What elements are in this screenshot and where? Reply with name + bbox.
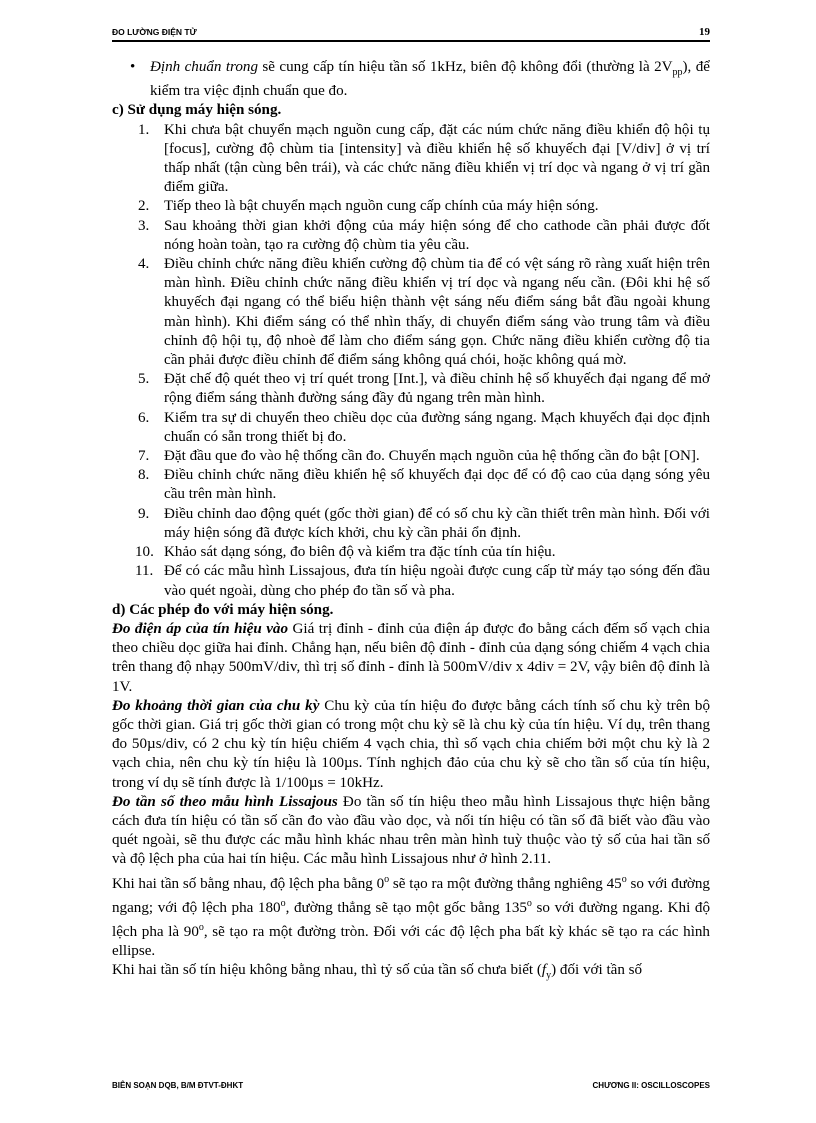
list-item-text: Điều chỉnh chức năng điều khiển cường độ chùm tia để có vệt sáng rõ ràng xuất hiện trên màn hình. Điều chỉnh chức năng điều khiển vị trí dọc và ngang nếu cần. (Đôi khi hệ số khuyếch đại ngang có thể biểu hiện thành vệt sáng nếu điểm sáng bắt đầu ngoài khung màn hình). Khi điểm sáng có thể nhìn thấy, di chuyển điểm sáng vào trung tâm và điều chỉnh độ hội tụ, độ nhoè để làm cho điểm sáng gọn. Chức năng điều khiển cường độ tia cần phải được điều chỉnh để điểm sáng không quá chói, hoặc không quá mờ. bbox=[164, 256, 710, 369]
bullet-sub: pp bbox=[672, 67, 683, 79]
list-item-text: Đặt đầu que đo vào hệ thống cần đo. Chuyển mạch nguồn của hệ thống cần đo bật [ON]. bbox=[164, 448, 700, 465]
degree-sup: o bbox=[384, 873, 390, 885]
page-header bbox=[112, 26, 710, 42]
lissajous-paragraph bbox=[112, 793, 710, 870]
degree-sup: o bbox=[526, 897, 532, 909]
section-d-heading: d) Các phép đo với máy hiện sóng. bbox=[112, 601, 334, 618]
period-paragraph bbox=[112, 697, 710, 793]
list-item-text: Để có các mẫu hình Lissajous, đưa tín hiệu ngoài được cung cấp từ máy tạo sóng đến đầu vào quét ngoài, dùng cho phép đo tần số và pha. bbox=[164, 563, 710, 599]
lissajous-text: Đo tần số tín hiệu theo mẫu hình Lissajous thực hiện bằng cách đưa tín hiệu có tần số cần đo vào đầu vào dọc, và nối tín hiệu có tần số đã biết vào đầu vào quét ngoài, sẽ thu được các mẫu hình khác nhau trên màn hình tuỳ thuộc vào tỷ số của hai tần số và độ lệch pha của hai tín hiệu. Các mẫu hình Lissajous như ở hình 2.11. bbox=[112, 793, 710, 868]
bullet-text-1: sẽ cung cấp tín hiệu tần số 1kHz, biên độ không đổi (thường là 2V bbox=[258, 59, 673, 75]
list-item-number: 2. bbox=[138, 198, 150, 215]
section-c-heading: c) Sử dụng máy hiện sóng. bbox=[112, 102, 282, 119]
unequal-frequency-paragraph bbox=[112, 961, 710, 985]
list-item bbox=[112, 121, 710, 198]
bullet-text-2: ), để kiểm tra việc định chuẩn que đo. bbox=[150, 59, 710, 100]
list-item-number: 7. bbox=[138, 448, 150, 465]
text-run: sẽ tạo ra một đường thẳng nghiêng 45 bbox=[389, 875, 622, 892]
list-item-text: Tiếp theo là bật chuyển mạch nguồn cung cấp chính của máy hiện sóng. bbox=[164, 198, 599, 215]
list-item bbox=[112, 505, 710, 543]
list-item bbox=[112, 562, 710, 600]
text-run: , đường thẳng sẽ tạo một gốc bằng 135 bbox=[285, 899, 527, 916]
page-footer bbox=[112, 1081, 710, 1095]
list-item bbox=[112, 466, 710, 504]
list-item-number: 8. bbox=[138, 467, 150, 484]
list-item-number: 5. bbox=[138, 371, 150, 388]
footer-chapter: CHƯƠNG II: OSCILLOSCOPES bbox=[592, 1081, 710, 1090]
degree-sup: o bbox=[280, 897, 286, 909]
list-item bbox=[112, 543, 710, 562]
list-item-number: 11. bbox=[135, 563, 154, 580]
degree-sup: o bbox=[621, 873, 627, 885]
period-text: Chu kỳ của tín hiệu đo được bằng cách tính số chu kỳ trên bộ gốc thời gian. Giá trị gốc thời gian có trong một chu kỳ sẽ là chu kỳ của tín hiệu. Ví dụ, trên thang đo 50µs/div, có 2 chu kỳ tín hiệu chiếm 4 vạch chia, thì số vạch chia chiếm bởi một chu kỳ là 2 vạch chia, nên chu kỳ tín hiệu là 100µs. Tính nghịch đảo của chu kỳ sẽ cho tần số của tín hiệu, trong ví dụ sẽ tính được là 1/100µs = 10kHz. bbox=[112, 697, 710, 791]
list-item-number: 4. bbox=[138, 256, 150, 273]
list-item-text: Điều chỉnh chức năng điều khiển hệ số khuyếch đại dọc để có độ cao của dạng sóng yêu cầu trên màn hình. bbox=[164, 467, 710, 503]
list-item bbox=[112, 409, 710, 447]
list-item-text: Kiểm tra sự di chuyển theo chiều dọc của đường sáng ngang. Mạch khuyếch đại dọc định chuẩn có sẵn trong thiết bị đo. bbox=[164, 409, 710, 445]
voltage-text: Giá trị đỉnh - đỉnh của điện áp được đo bằng cách đếm số vạch chia theo chiều dọc giữa hai đỉnh. Chẳng hạn, nếu biên độ đỉnh - đỉnh của dạng sóng chiếm 4 vạch chia trên thang độ nhạy 500mV/div, thì trị số đỉnh - đỉnh là 500mV/div x 4div = 2V, vậy biên độ đỉnh là 1V. bbox=[112, 620, 710, 695]
list-item-text: Đặt chế độ quét theo vị trí quét trong [Int.], và điều chỉnh hệ số khuyếch đại ngang để mở rộng điểm sáng thành đường sáng đầy đủ ngang trên màn hình. bbox=[164, 371, 710, 407]
period-lead: Đo khoảng thời gian của chu kỳ bbox=[112, 697, 320, 714]
list-item bbox=[112, 370, 710, 408]
variable-sub: y bbox=[546, 970, 552, 982]
text-run: Khi hai tần số bằng nhau, độ lệch pha bằng 0 bbox=[112, 875, 385, 892]
text-run: so với đường ngang. Khi độ lệch pha là 90 bbox=[112, 899, 710, 941]
list-item bbox=[112, 197, 710, 216]
list-item bbox=[112, 217, 710, 255]
list-item-number: 1. bbox=[138, 121, 150, 138]
equal-frequency-paragraph bbox=[112, 870, 710, 962]
list-item-number: 6. bbox=[138, 409, 150, 426]
bullet-icon: • bbox=[130, 59, 136, 75]
list-item-number: 10. bbox=[135, 544, 154, 561]
bullet-lead: Định chuẩn trong bbox=[150, 59, 259, 75]
degree-sup: o bbox=[198, 922, 204, 934]
list-item bbox=[112, 447, 710, 466]
text-run: ) đối với tần số bbox=[551, 962, 643, 979]
list-item-number: 9. bbox=[138, 505, 150, 522]
page-content bbox=[112, 58, 710, 986]
variable-f: f bbox=[541, 962, 547, 979]
list-item-text: Điều chỉnh dao động quét (gốc thời gian) để có số chu kỳ cần thiết trên màn hình. Đối với máy hiện sóng đã được kích khởi, chu kỳ cần phải ổn định. bbox=[164, 505, 710, 541]
text-run: Khi hai tần số tín hiệu không bằng nhau, thì tỷ số của tần số chưa biết ( bbox=[112, 962, 542, 979]
voltage-paragraph bbox=[112, 620, 710, 697]
header-title: ĐO LƯỜNG ĐIỆN TỬ bbox=[112, 27, 197, 37]
text-run: , sẽ tạo ra một đường tròn. Đối với các độ lệch pha bất kỳ khác sẽ tạo ra các hình ellipse. bbox=[112, 924, 710, 960]
page-number: 19 bbox=[699, 26, 710, 38]
list-item bbox=[112, 255, 710, 370]
text-run: so với đường ngang; với độ lệch pha 180 bbox=[112, 875, 710, 916]
usage-steps-list bbox=[112, 121, 710, 601]
footer-author: BIÊN SOẠN DQB, B/M ĐTVT-ĐHKT bbox=[112, 1081, 244, 1090]
lissajous-lead: Đo tần số theo mẫu hình Lissajous bbox=[112, 793, 338, 810]
list-item-text: Khảo sát dạng sóng, đo biên độ và kiểm tra đặc tính của tín hiệu. bbox=[164, 544, 556, 561]
intro-bullet bbox=[112, 58, 710, 101]
list-item-text: Khi chưa bật chuyển mạch nguồn cung cấp, đặt các núm chức năng điều khiển độ hội tụ [focus], cường độ chùm tia [intensity] và điều khiển hệ số khuyếch đại [V/div] ở vị trí thấp nhất (tận cùng bên trái), và các chức năng điều khiển vị trí dọc và ngang ở vị trí gần điểm giữa. bbox=[164, 121, 710, 196]
voltage-lead: Đo điện áp của tín hiệu vào bbox=[112, 620, 289, 637]
list-item-text: Sau khoảng thời gian khởi động của máy hiện sóng để cho cathode cần phải được đốt nóng hoàn toàn, tạo ra cường độ chùm tia yêu cầu. bbox=[164, 217, 710, 253]
list-item-number: 3. bbox=[138, 217, 150, 234]
